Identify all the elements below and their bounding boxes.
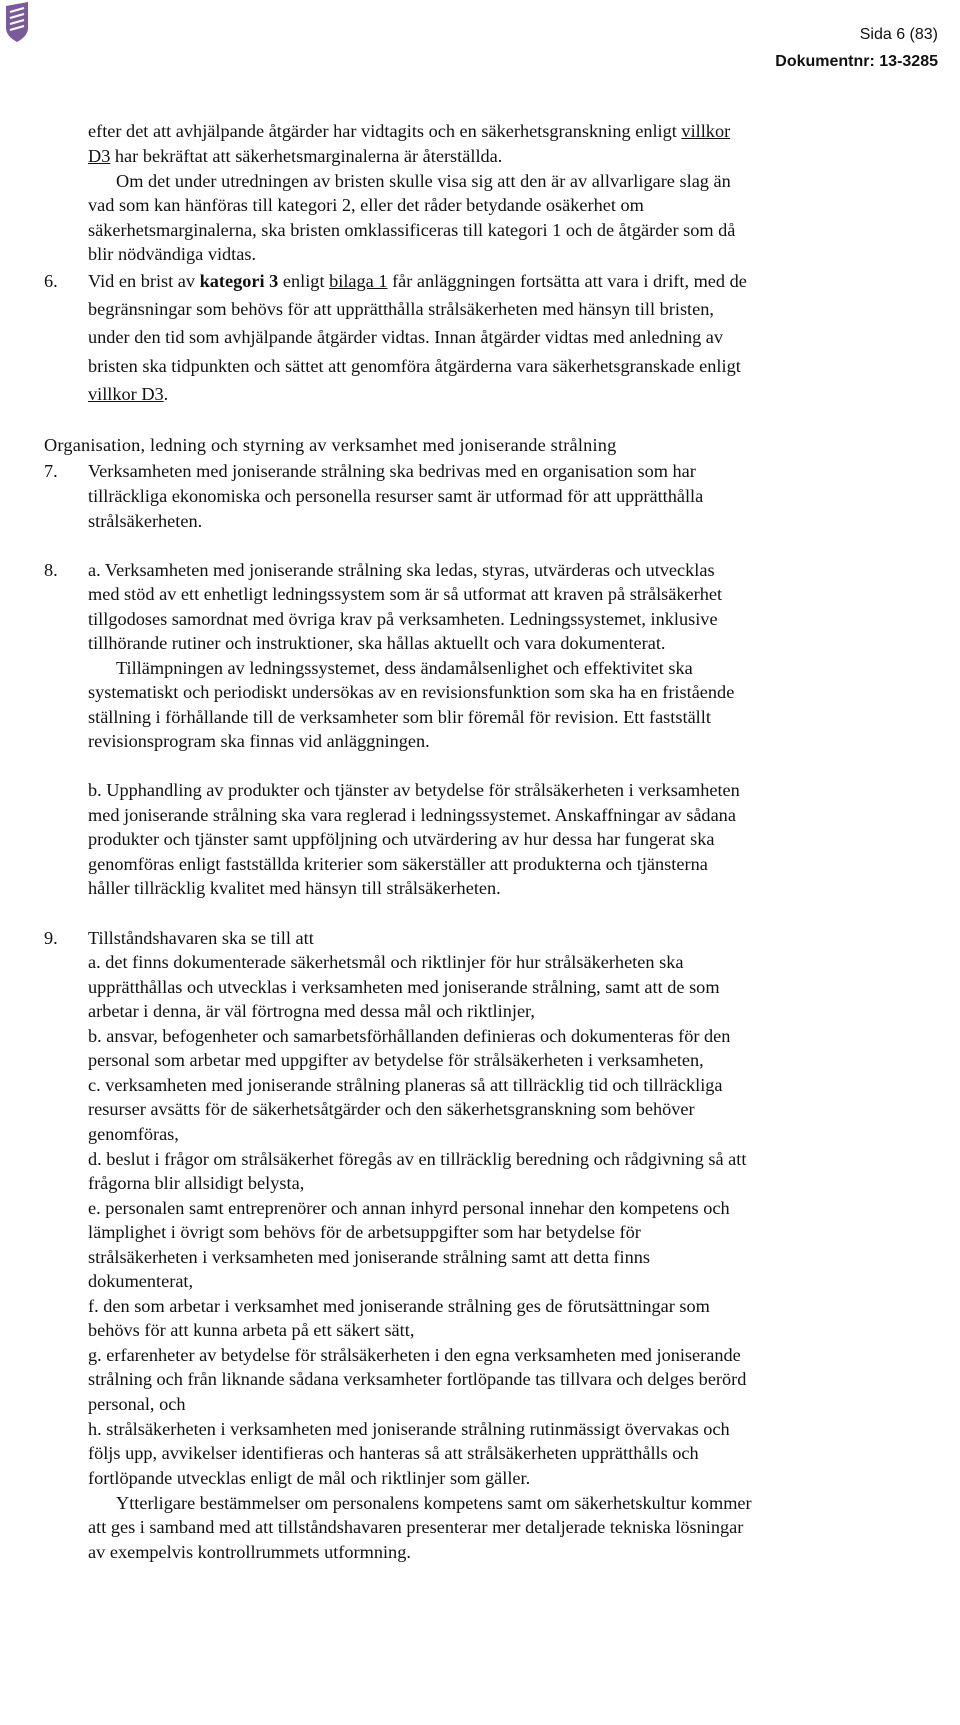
text-line: personal, och — [88, 1394, 186, 1414]
text-line: revisionsprogram ska finnas vid anläggningen. — [88, 731, 430, 751]
section-heading: Organisation, ledning och styrning av verksamhet med joniserande strålning — [44, 435, 617, 455]
text-line: g. erfarenheter av betydelse för strålsäkerheten i den egna verksamheten med joniserande — [88, 1345, 741, 1365]
text-line: produkter och tjänster samt uppföljning och utvärdering av hur dessa har fungerat ska — [88, 829, 715, 849]
text-line: d. beslut i frågor om strålsäkerhet föregås av en tillräcklig beredning och rådgivning så att — [88, 1149, 747, 1169]
text-line: Verksamheten med joniserande strålning ska bedrivas med en organisation som har — [88, 461, 696, 481]
text-line: strålsäkerheten i verksamheten med joniserande strålning samt att detta finns — [88, 1247, 650, 1267]
text-line: genomföras, — [88, 1124, 179, 1144]
villkor-link[interactable]: villkor — [681, 121, 731, 141]
text-line: strålsäkerheten. — [88, 511, 203, 531]
text-line: resurser avsätts för de säkerhetsåtgärder och den säkerhetsgranskning som behöver — [88, 1099, 695, 1119]
text-line: b. Upphandling av produkter och tjänster av betydelse för strålsäkerheten i verksamheten — [88, 780, 740, 800]
text-line: att ges i samband med att tillståndshavaren presenterar mer detaljerade tekniska lösningar — [88, 1517, 744, 1537]
item-number: 9. — [44, 928, 58, 948]
text-line: upprätthållas och utvecklas i verksamheten med joniserande strålning, samt att de som — [88, 977, 720, 997]
text-line: strålning och från liknande sådana verksamheter fortlöpande tas tillvara och delges berörd — [88, 1369, 747, 1389]
text-line: lämplighet i övrigt som behövs för de arbetsuppgifter som har betydelse för — [88, 1222, 641, 1242]
text-line: h. strålsäkerheten i verksamheten med joniserande strålning rutinmässigt övervakas och — [88, 1419, 730, 1439]
item-number: 7. — [44, 461, 58, 481]
text-line: D3 har bekräftat att säkerhetsmarginalerna är återställda. — [88, 146, 503, 166]
text-line: begränsningar som behövs för att upprätthålla strålsäkerheten med hänsyn till bristen, — [88, 299, 714, 319]
text-line: av exempelvis kontrollrummets utformning. — [88, 1542, 411, 1562]
page-number: Sida 6 (83) — [859, 26, 938, 43]
text-line: dokumenterat, — [88, 1271, 194, 1291]
text-line: med joniserande strålning ska vara reglerad i ledningssystemet. Anskaffningar av sådana — [88, 805, 736, 825]
d3-link[interactable]: D3 — [88, 146, 111, 166]
text-line: tillhörande rutiner och instruktioner, ska hållas aktuellt och vara dokumenterat. — [88, 633, 666, 653]
text-line: b. ansvar, befogenheter och samarbetsförhållanden definieras och dokumenteras för den — [88, 1026, 731, 1046]
text-line: bristen ska tidpunkten och sättet att genomföra åtgärderna vara säkerhetsgranskade enligt — [88, 356, 741, 376]
text-line: behövs för att kunna arbeta på ett säkert sätt, — [88, 1320, 415, 1340]
villkor-d3-link[interactable]: villkor D3 — [88, 384, 164, 404]
document-number: Dokumentnr: 13-3285 — [775, 53, 938, 70]
text-line: håller tillräcklig kvalitet med hänsyn till strålsäkerheten. — [88, 878, 501, 898]
text-line: systematiskt och periodiskt undersökas av en revisionsfunktion som ska ha en fristående — [88, 682, 735, 702]
text-line: villkor D3. — [88, 384, 169, 404]
text-line: Om det under utredningen av bristen skulle visa sig att den är av allvarligare slag än — [116, 171, 731, 191]
text-line: c. verksamheten med joniserande strålning planeras så att tillräcklig tid och tillräckliga — [88, 1075, 723, 1095]
text-line: säkerhetsmarginalerna, ska bristen omklassificeras till kategori 1 och de åtgärder som då — [88, 220, 736, 240]
text-line: e. personalen samt entreprenörer och annan inhyrd personal innehar den kompetens och — [88, 1198, 730, 1218]
text-line: följs upp, avvikelser identifieras och hanteras så att strålsäkerheten upprätthålls och — [88, 1443, 699, 1463]
bilaga-1-link[interactable]: bilaga 1 — [329, 271, 388, 291]
text-line: f. den som arbetar i verksamhet med joniserande strålning ges de förutsättningar som — [88, 1296, 710, 1316]
text-line: under den tid som avhjälpande åtgärder vidtas. Innan åtgärder vidtas med anledning av — [88, 327, 724, 347]
text-line: personal som arbetar med uppgifter av betydelse för strålsäkerheten i verksamheten, — [88, 1050, 704, 1070]
text-line: a. det finns dokumenterade säkerhetsmål och riktlinjer för hur strålsäkerheten ska — [88, 952, 684, 972]
text-line: efter det att avhjälpande åtgärder har vidtagits och en säkerhetsgranskning enligt villkor — [88, 121, 731, 141]
text-line: tillräckliga ekonomiska och personella resurser samt är utformad för att upprätthålla — [88, 486, 704, 506]
text-line: Ytterligare bestämmelser om personalens kompetens samt om säkerhetskultur kommer — [116, 1493, 752, 1513]
text-line: tillgodoses samordnat med övriga krav på verksamheten. Ledningssystemet, inklusive — [88, 609, 718, 629]
text-line: vad som kan hänföras till kategori 2, eller det råder betydande osäkerhet om — [88, 195, 644, 215]
text-line: fortlöpande utvecklas enligt de mål och riktlinjer som gäller. — [88, 1468, 531, 1488]
shield-logo-icon — [4, 2, 30, 42]
text-line: a. Verksamheten med joniserande strålning ska ledas, styras, utvärderas och utvecklas — [88, 560, 715, 580]
text-line: blir nödvändiga vidtas. — [88, 244, 257, 264]
text-line: Tillämpningen av ledningssystemet, dess ändamålsenlighet och effektivitet ska — [116, 658, 693, 678]
text-line: ställning i förhållande till de verksamheter som blir föremål för revision. Ett fastställt — [88, 707, 711, 727]
text-line: med stöd av ett enhetligt ledningssystem som är så utformat att kraven på strålsäkerhet — [88, 584, 723, 604]
text-line: frågorna blir allsidigt belysta, — [88, 1173, 305, 1193]
text-line: Vid en brist av kategori 3 enligt bilaga 1 får anläggningen fortsätta att vara i drift, med de — [88, 271, 747, 291]
item-number: 6. — [44, 271, 58, 291]
text-line: Tillståndshavaren ska se till att — [88, 928, 314, 948]
text-line: genomföras enligt fastställda kriterier som säkerställer att produkterna och tjänsterna — [88, 854, 708, 874]
item-number: 8. — [44, 560, 58, 580]
text-line: arbetar i denna, är väl förtrogna med dessa mål och riktlinjer, — [88, 1001, 535, 1021]
